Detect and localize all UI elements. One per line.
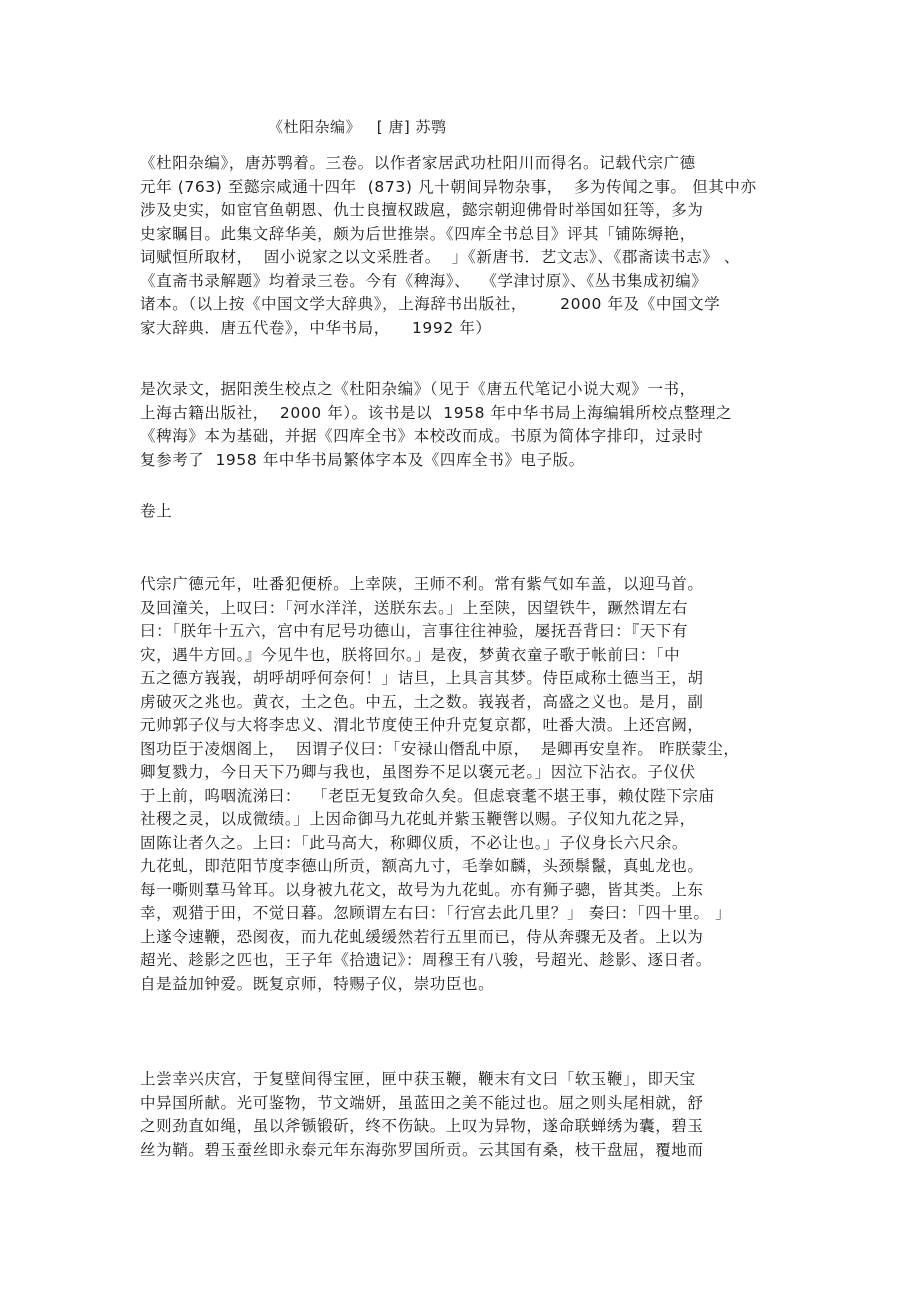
text-line: 诸本。（以上按《中国文学大辞典》，上海辞书出版社， 2000 年及《中国文学	[140, 295, 721, 313]
intro-paragraph	[140, 152, 800, 340]
text-line: 九花虬，即范阳节度李德山所贡，额高九寸，毛拳如麟，头颈鬃鬣，真虬龙也。	[140, 857, 704, 875]
text-line: 固陈让者久之。上曰：「此马高大，称卿仪质，不必让也。」子仪身长六尺余。	[140, 833, 689, 852]
text-line: 曰：「朕年十五六，宫中有尼号功德山，言事往往神验，屡抚吾背曰：『天下有	[140, 622, 689, 640]
text-line: 灾，遇牛方回。』今见牛也，朕将回尔。」是夜，梦黄衣童子歌于帐前曰：「中	[140, 645, 681, 664]
text-line: 之则劲直如绳，虽以斧锧锻斫，终不伤缺。上叹为异物，遂命联蝉绣为囊，碧玉	[140, 1117, 704, 1135]
body-paragraph-2	[140, 1068, 800, 1162]
text-line: 超光、趁影之匹也，王子年《拾遗记》：周穆王有八骏，号超光、趁影、逐日者。	[140, 951, 712, 969]
text-line: 是次录文，据阳羡生校点之《杜阳杂编》（见于《唐五代笔记小说大观》一书，	[140, 380, 696, 398]
text-line: 中异国所献。光可鉴物，节文端妍，虽蓝田之美不能过也。屈之则头尾相就，舒	[140, 1093, 704, 1112]
text-line: 每一嘶则羣马耸耳。以身被九花文，故号为九花虬。亦有狮子骢，皆其类。上东	[140, 880, 704, 899]
document-title: 《杜阳杂编》 [ 唐] 苏鹗	[268, 118, 447, 136]
text-line: 《直斋书录解题》均着录三卷。今有《稗海》、 《学津讨原》、《丛书集成初编》	[140, 271, 708, 290]
text-line: 史家瞩目。此集文辞华美，颇为后世推崇。《四库全书总目》评其「铺陈缛艳，	[140, 224, 696, 243]
text-line: 涉及史实，如宦官鱼朝恩、仇士良擅权跋扈，懿宗朝迎佛骨时举国如狂等，多为	[140, 201, 704, 219]
text-line: 元帅郭子仪与大将李忠义、渭北节度使王仲升克复京都，吐番大溃。上还宫阙，	[140, 716, 704, 734]
text-line: 五之德方峩峩，胡呼胡呼何奈何！」诘旦，上具言其梦。侍臣咸称土德当王，胡	[140, 669, 704, 687]
section-heading: 卷上	[140, 502, 173, 520]
text-line: 虏破灭之兆也。黄衣，土之色。中五，土之数。峩峩者，高盛之义也。是月，副	[140, 692, 704, 711]
text-line: 及回潼关，上叹曰：「河水洋洋，送朕东去。」上至陕，因望铁牛，蹶然谓左右	[140, 598, 689, 617]
text-line: 《稗海》本为基础，并据《四库全书》本校改而成。书原为简体字排印，过录时	[140, 427, 704, 445]
text-line: 于上前，呜咽流涕曰： 「老臣无复致命久矣。但虑衰耄不堪王事，赖仗陛下宗庙	[140, 786, 715, 805]
text-line: 幸，观猎于田，不觉日暮。忽顾谓左右曰：「行宫去此几里？」 奏曰：「四十里。 」	[140, 904, 732, 922]
text-line: 家大辞典．唐五代卷》，中华书局， 1992 年）	[140, 318, 492, 337]
text-line: 元年 (763) 至懿宗咸通十四年 (873) 凡十朝间异物杂事， 多为传闻之事。 但其中亦	[140, 177, 757, 196]
body-paragraph-1	[140, 573, 800, 996]
source-paragraph	[140, 378, 800, 472]
text-line: 词赋恒所取材， 固小说家之以文采胜者。 」《新唐书．艺文志》、《郡斋读书志》 、	[140, 248, 741, 266]
text-line: 丝为鞘。碧玉蚕丝即永泰元年东海弥罗国所贡。云其国有桑，枝干盘屈，覆地而	[140, 1140, 704, 1159]
text-line: 上海古籍出版社， 2000 年）。该书是以 1958 年中华书局上海编辑所校点整理之	[140, 403, 733, 422]
text-line: 上尝幸兴庆宫，于复壁间得宝匣，匣中获玉鞭，鞭末有文曰「软玉鞭」，即天宝	[140, 1070, 696, 1088]
text-line: 社稷之灵，以成微绩。」上因命御马九花虬并紫玉鞭辔以赐。子仪知九花之异，	[140, 810, 696, 828]
text-line: 复参考了 1958 年中华书局繁体字本及《四库全书》电子版。	[140, 450, 585, 469]
text-line: 卿复戮力，今日天下乃卿与我也，虽图券不足以褒元老。」因泣下沾衣。子仪伏	[140, 763, 696, 781]
text-line: 图功臣于凌烟阁上， 因谓子仪曰：「安禄山僭乱中原， 是卿再安皇祚。 昨朕蒙尘，	[140, 739, 740, 758]
text-line: 代宗广德元年，吐番犯便桥。上幸陕，王师不利。常有紫气如车盖，以迎马首。	[140, 575, 704, 593]
text-line: 自是益加钟爱。既复京师，特赐子仪，崇功臣也。	[140, 974, 495, 993]
text-line: 《杜阳杂编》，唐苏鹗着。三卷。以作者家居武功杜阳川而得名。记载代宗广德	[140, 154, 696, 172]
text-line: 上遂令速鞭，恐阂夜，而九花虬缓缓然若行五里而已，侍从奔骤无及者。上以为	[140, 927, 704, 946]
